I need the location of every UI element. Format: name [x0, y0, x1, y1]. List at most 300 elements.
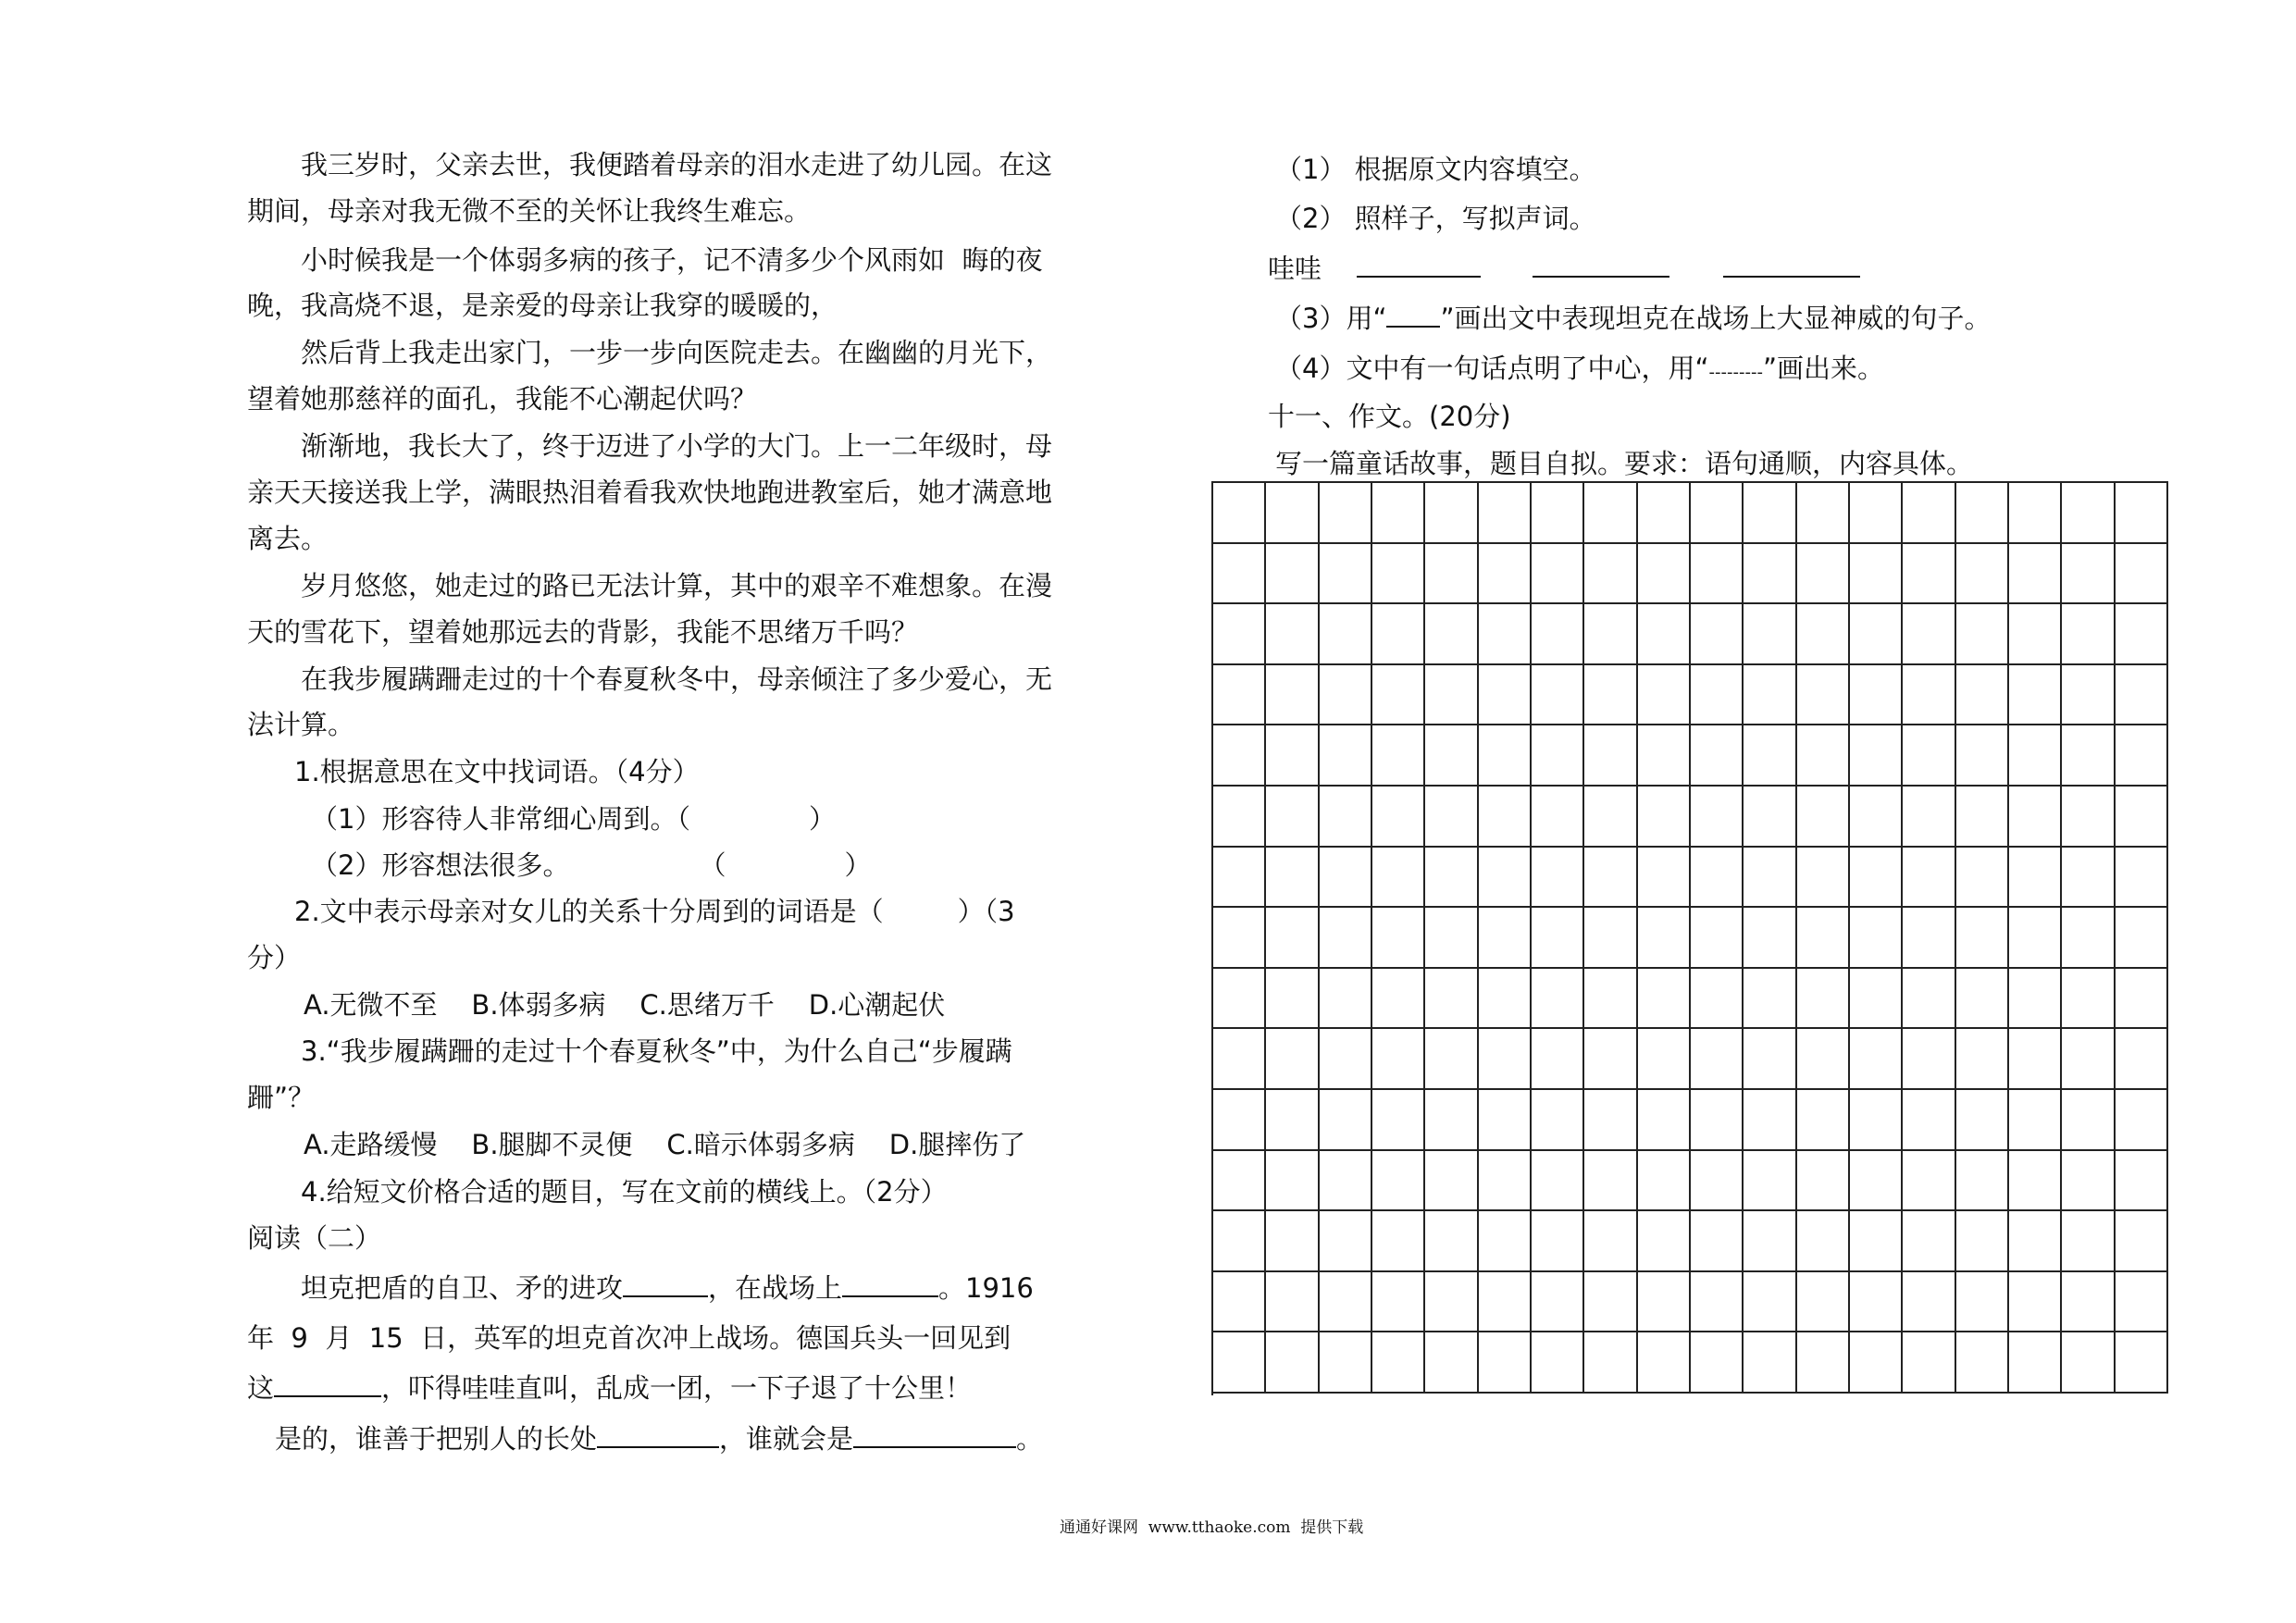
grid-cell[interactable] [1372, 1332, 1425, 1394]
grid-cell[interactable] [1797, 787, 1850, 848]
grid-cell[interactable] [1372, 1090, 1425, 1151]
grid-cell[interactable] [1691, 908, 1744, 969]
grid-cell[interactable] [1320, 1029, 1372, 1090]
grid-cell[interactable] [1638, 908, 1691, 969]
grid-cell[interactable] [1372, 1151, 1425, 1212]
grid-cell[interactable] [1744, 848, 1796, 909]
grid-cell[interactable] [1850, 604, 1903, 665]
passage-line: 小时候我是一个体弱多病的孩子，记不清多少个风雨如 晦的夜 [301, 244, 1043, 276]
grid-cell[interactable] [2062, 1332, 2115, 1394]
blank-line[interactable] [597, 1422, 719, 1448]
blank-line[interactable] [1357, 252, 1481, 278]
grid-cell[interactable] [2062, 1090, 2115, 1151]
reading-2-line [275, 1420, 1043, 1457]
grid-cell[interactable] [1266, 1029, 1319, 1090]
grid-cell[interactable] [1797, 604, 1850, 665]
grid-cell[interactable] [2116, 1090, 2168, 1151]
grid-cell[interactable] [1797, 1151, 1850, 1212]
grid-cell[interactable] [1691, 1332, 1744, 1394]
grid-cell[interactable] [2116, 908, 2168, 969]
grid-cell[interactable] [2116, 1029, 2168, 1090]
grid-cell[interactable] [1372, 725, 1425, 787]
grid-cell[interactable] [1691, 1211, 1744, 1272]
grid-cell[interactable] [1532, 1272, 1584, 1333]
grid-cell[interactable] [1903, 725, 1955, 787]
grid-cell[interactable] [1266, 725, 1319, 787]
grid-cell[interactable] [1372, 483, 1425, 544]
grid-cell[interactable] [1532, 1090, 1584, 1151]
grid-cell[interactable] [1903, 848, 1955, 909]
grid-cell[interactable] [1532, 1151, 1584, 1212]
grid-cell[interactable] [2009, 969, 2062, 1030]
grid-cell[interactable] [1320, 1151, 1372, 1212]
grid-cell[interactable] [1850, 1029, 1903, 1090]
grid-cell[interactable] [2009, 604, 2062, 665]
passage-line: 期间，母亲对我无微不至的关怀让我终生难忘。 [247, 195, 812, 227]
text: ，谁就会是 [719, 1423, 854, 1455]
grid-cell[interactable] [1850, 483, 1903, 544]
grid-cell[interactable] [2009, 483, 2062, 544]
grid-cell[interactable] [1532, 544, 1584, 605]
grid-cell[interactable] [2116, 1332, 2168, 1394]
grid-cell[interactable] [1213, 848, 1266, 909]
grid-cell[interactable] [1691, 1090, 1744, 1151]
grid-cell[interactable] [1691, 969, 1744, 1030]
grid-cell[interactable] [1372, 544, 1425, 605]
grid-cell[interactable] [1638, 1090, 1691, 1151]
grid-cell[interactable] [1691, 1029, 1744, 1090]
grid-cell[interactable] [2116, 1272, 2168, 1333]
grid-cell[interactable] [2116, 483, 2168, 544]
grid-cell[interactable] [1532, 848, 1584, 909]
grid-cell[interactable] [1956, 604, 2009, 665]
grid-cell[interactable] [1372, 969, 1425, 1030]
grid-cell[interactable] [1532, 604, 1584, 665]
grid-cell[interactable] [2062, 848, 2115, 909]
grid-cell[interactable] [1266, 1151, 1319, 1212]
grid-cell[interactable] [1903, 1151, 1955, 1212]
grid-cell[interactable] [1479, 604, 1532, 665]
grid-cell[interactable] [1532, 483, 1584, 544]
grid-cell[interactable] [2062, 665, 2115, 726]
grid-cell[interactable] [1479, 1332, 1532, 1394]
grid-cell[interactable] [1850, 665, 1903, 726]
grid-cell[interactable] [1584, 725, 1637, 787]
grid-cell[interactable] [1797, 665, 1850, 726]
grid-cell[interactable] [1584, 1151, 1637, 1212]
passage-line: 亲天天接送我上学，满眼热泪着看我欢快地跑进教室后，她才满意地 [247, 477, 1053, 508]
text: 坦克把盾的自卫、矛的进攻 [301, 1272, 624, 1304]
grid-cell[interactable] [1425, 725, 1478, 787]
grid-cell[interactable] [1425, 1332, 1478, 1394]
grid-cell[interactable] [1584, 969, 1637, 1030]
grid-cell[interactable] [1956, 1272, 2009, 1333]
grid-cell[interactable] [1584, 483, 1637, 544]
grid-cell[interactable] [1797, 1029, 1850, 1090]
grid-cell[interactable] [1903, 908, 1955, 969]
grid-cell[interactable] [1479, 665, 1532, 726]
grid-cell[interactable] [1213, 908, 1266, 969]
grid-cell[interactable] [2009, 1272, 2062, 1333]
grid-cell[interactable] [2009, 1029, 2062, 1090]
grid-cell[interactable] [1479, 1029, 1532, 1090]
grid-cell[interactable] [1320, 665, 1372, 726]
grid-cell[interactable] [1744, 969, 1796, 1030]
subquestion-2: （2） 照样子，写拟声词。 [1275, 203, 1596, 234]
grid-cell[interactable] [1797, 848, 1850, 909]
grid-cell[interactable] [1797, 1090, 1850, 1151]
grid-cell[interactable] [1532, 1029, 1584, 1090]
grid-cell[interactable] [1744, 1211, 1796, 1272]
grid-cell[interactable] [1956, 483, 2009, 544]
grid-cell[interactable] [1638, 1029, 1691, 1090]
grid-cell[interactable] [1266, 1211, 1319, 1272]
grid-cell[interactable] [1479, 969, 1532, 1030]
grid-cell[interactable] [1903, 665, 1955, 726]
grid-cell[interactable] [1691, 1272, 1744, 1333]
grid-cell[interactable] [1479, 483, 1532, 544]
grid-cell[interactable] [1532, 665, 1584, 726]
grid-cell[interactable] [1320, 1272, 1372, 1333]
grid-cell[interactable] [1479, 1272, 1532, 1333]
grid-cell[interactable] [1584, 787, 1637, 848]
grid-cell[interactable] [1320, 1211, 1372, 1272]
grid-cell[interactable] [1213, 1332, 1266, 1394]
grid-cell[interactable] [1320, 908, 1372, 969]
grid-cell[interactable] [1213, 1272, 1266, 1333]
grid-cell[interactable] [1744, 604, 1796, 665]
grid-cell[interactable] [1903, 1332, 1955, 1394]
grid-cell[interactable] [1266, 665, 1319, 726]
grid-cell[interactable] [1372, 1029, 1425, 1090]
grid-cell[interactable] [1903, 483, 1955, 544]
grid-cell[interactable] [1956, 1151, 2009, 1212]
blank-line[interactable] [842, 1271, 938, 1297]
grid-cell[interactable] [1850, 1272, 1903, 1333]
grid-cell[interactable] [1744, 725, 1796, 787]
blank-line[interactable] [1723, 252, 1860, 278]
grid-cell[interactable] [2009, 1090, 2062, 1151]
grid-cell[interactable] [1797, 725, 1850, 787]
blank-line[interactable] [1533, 252, 1669, 278]
grid-cell[interactable] [2009, 544, 2062, 605]
grid-cell[interactable] [2116, 604, 2168, 665]
grid-cell[interactable] [1584, 1272, 1637, 1333]
text: ，在战场上 [708, 1272, 843, 1304]
grid-cell[interactable] [2009, 1211, 2062, 1272]
grid-cell[interactable] [1584, 848, 1637, 909]
grid-cell[interactable] [1213, 1151, 1266, 1212]
grid-cell[interactable] [1266, 969, 1319, 1030]
grid-cell[interactable] [1479, 787, 1532, 848]
grid-cell[interactable] [1638, 1151, 1691, 1212]
grid-cell[interactable] [1584, 1029, 1637, 1090]
grid-cell[interactable] [1850, 787, 1903, 848]
grid-cell[interactable] [2116, 969, 2168, 1030]
grid-cell[interactable] [1956, 1090, 2009, 1151]
grid-cell[interactable] [2116, 544, 2168, 605]
grid-cell[interactable] [1266, 787, 1319, 848]
grid-cell[interactable] [1213, 1090, 1266, 1151]
grid-cell[interactable] [1903, 1211, 1955, 1272]
grid-cell[interactable] [1850, 544, 1903, 605]
question-3-cont: 跚”？ [247, 1082, 316, 1113]
grid-cell[interactable] [2009, 1151, 2062, 1212]
grid-cell[interactable] [2009, 787, 2062, 848]
grid-cell[interactable] [1372, 1211, 1425, 1272]
grid-cell[interactable] [2062, 908, 2115, 969]
grid-cell[interactable] [1372, 604, 1425, 665]
grid-cell[interactable] [1320, 604, 1372, 665]
grid-cell[interactable] [1584, 1090, 1637, 1151]
grid-cell[interactable] [1532, 1211, 1584, 1272]
grid-cell[interactable] [1479, 908, 1532, 969]
grid-cell[interactable] [1266, 1090, 1319, 1151]
grid-cell[interactable] [1797, 969, 1850, 1030]
grid-cell[interactable] [1213, 969, 1266, 1030]
grid-cell[interactable] [1638, 483, 1691, 544]
grid-cell[interactable] [2062, 969, 2115, 1030]
grid-cell[interactable] [1638, 1211, 1691, 1272]
grid-cell[interactable] [1744, 1272, 1796, 1333]
grid-cell[interactable] [1320, 848, 1372, 909]
grid-cell[interactable] [1638, 1272, 1691, 1333]
grid-cell[interactable] [1266, 544, 1319, 605]
grid-cell[interactable] [1320, 1332, 1372, 1394]
grid-cell[interactable] [1425, 544, 1478, 605]
grid-cell[interactable] [1425, 483, 1478, 544]
grid-cell[interactable] [1320, 787, 1372, 848]
grid-cell[interactable] [1372, 1272, 1425, 1333]
passage-line: 晚，我高烧不退，是亲爱的母亲让我穿的暖暖的， [247, 290, 838, 321]
grid-cell[interactable] [1797, 544, 1850, 605]
grid-cell[interactable] [1691, 725, 1744, 787]
grid-cell[interactable] [1425, 787, 1478, 848]
grid-cell[interactable] [1320, 1090, 1372, 1151]
grid-cell[interactable] [1903, 1090, 1955, 1151]
grid-cell[interactable] [1956, 848, 2009, 909]
grid-cell[interactable] [2062, 1029, 2115, 1090]
grid-cell[interactable] [2062, 787, 2115, 848]
grid-cell[interactable] [1956, 787, 2009, 848]
grid-cell[interactable] [1320, 969, 1372, 1030]
grid-cell[interactable] [1213, 787, 1266, 848]
grid-cell[interactable] [1691, 848, 1744, 909]
grid-cell[interactable] [1584, 604, 1637, 665]
grid-cell[interactable] [1584, 908, 1637, 969]
grid-cell[interactable] [1479, 1090, 1532, 1151]
grid-cell[interactable] [1425, 1272, 1478, 1333]
grid-cell[interactable] [1638, 1332, 1691, 1394]
grid-cell[interactable] [2009, 1332, 2062, 1394]
grid-cell[interactable] [1479, 1211, 1532, 1272]
grid-cell[interactable] [1479, 1151, 1532, 1212]
passage-line: 在我步履蹒跚走过的十个春夏秋冬中，母亲倾注了多少爱心，无 [301, 663, 1053, 695]
grid-cell[interactable] [1744, 483, 1796, 544]
grid-cell[interactable] [2009, 908, 2062, 969]
reading-2-line [247, 1369, 972, 1406]
grid-cell[interactable] [1532, 908, 1584, 969]
grid-cell[interactable] [1532, 969, 1584, 1030]
grid-cell[interactable] [1532, 787, 1584, 848]
grid-cell[interactable] [2062, 604, 2115, 665]
grid-cell[interactable] [1850, 1211, 1903, 1272]
grid-cell[interactable] [1903, 1029, 1955, 1090]
grid-cell[interactable] [1266, 848, 1319, 909]
grid-cell[interactable] [1479, 725, 1532, 787]
grid-cell[interactable] [1638, 787, 1691, 848]
grid-cell[interactable] [1797, 483, 1850, 544]
grid-cell[interactable] [1744, 544, 1796, 605]
grid-cell[interactable] [2116, 848, 2168, 909]
text: 。1916 [938, 1272, 1034, 1304]
text: （4）文中有一句话点明了中心，用“ [1275, 353, 1709, 384]
grid-cell[interactable] [1638, 604, 1691, 665]
grid-cell[interactable] [1744, 1090, 1796, 1151]
grid-cell[interactable] [1691, 544, 1744, 605]
grid-cell[interactable] [1372, 848, 1425, 909]
grid-cell[interactable] [1532, 1332, 1584, 1394]
grid-cell[interactable] [1584, 1332, 1637, 1394]
grid-cell[interactable] [1903, 969, 1955, 1030]
grid-cell[interactable] [2009, 665, 2062, 726]
grid-cell[interactable] [1744, 787, 1796, 848]
grid-cell[interactable] [1213, 1211, 1266, 1272]
grid-cell[interactable] [1691, 604, 1744, 665]
question-1: 1.根据意思在文中找词语。（4分） [294, 756, 700, 787]
grid-cell[interactable] [1744, 1151, 1796, 1212]
grid-cell[interactable] [2116, 1151, 2168, 1212]
grid-cell[interactable] [2062, 483, 2115, 544]
grid-cell[interactable] [1638, 848, 1691, 909]
grid-cell[interactable] [1584, 544, 1637, 605]
grid-cell[interactable] [1903, 544, 1955, 605]
question-4: 4.给短文价格合适的题目，写在文前的横线上。（2分） [301, 1176, 948, 1208]
grid-cell[interactable] [1425, 604, 1478, 665]
grid-cell[interactable] [1584, 665, 1637, 726]
grid-cell[interactable] [1850, 1151, 1903, 1212]
blank-line[interactable] [853, 1422, 1016, 1448]
grid-cell[interactable] [1213, 665, 1266, 726]
grid-cell[interactable] [1744, 908, 1796, 969]
grid-cell[interactable] [1584, 1211, 1637, 1272]
grid-cell[interactable] [1213, 725, 1266, 787]
grid-cell[interactable] [2009, 725, 2062, 787]
grid-cell[interactable] [1320, 483, 1372, 544]
grid-cell[interactable] [2062, 1151, 2115, 1212]
grid-cell[interactable] [2116, 787, 2168, 848]
grid-cell[interactable] [1797, 1272, 1850, 1333]
grid-cell[interactable] [1956, 1029, 2009, 1090]
grid-cell[interactable] [1532, 725, 1584, 787]
grid-cell[interactable] [2116, 1211, 2168, 1272]
grid-cell[interactable] [1956, 1211, 2009, 1272]
grid-cell[interactable] [1850, 848, 1903, 909]
grid-cell[interactable] [1320, 725, 1372, 787]
grid-cell[interactable] [2062, 1211, 2115, 1272]
grid-cell[interactable] [1744, 665, 1796, 726]
grid-cell[interactable] [1372, 908, 1425, 969]
grid-cell[interactable] [1266, 1272, 1319, 1333]
grid-cell[interactable] [1213, 483, 1266, 544]
grid-cell[interactable] [2062, 544, 2115, 605]
grid-cell[interactable] [1744, 1029, 1796, 1090]
grid-cell[interactable] [1425, 665, 1478, 726]
grid-cell[interactable] [1266, 604, 1319, 665]
composition-title: 十一、作文。(20分) [1268, 401, 1511, 432]
grid-cell[interactable] [1425, 908, 1478, 969]
grid-cell[interactable] [1425, 1211, 1478, 1272]
grid-cell[interactable] [1425, 1029, 1478, 1090]
grid-cell[interactable] [2116, 725, 2168, 787]
grid-cell[interactable] [1903, 1272, 1955, 1333]
text: ”画出文中表现坦克在战场上大显神威的句子。 [1440, 303, 1992, 334]
grid-cell[interactable] [1956, 969, 2009, 1030]
grid-cell[interactable] [1425, 848, 1478, 909]
grid-cell[interactable] [1691, 483, 1744, 544]
blank-line[interactable] [623, 1271, 708, 1297]
grid-cell[interactable] [1797, 1211, 1850, 1272]
grid-cell[interactable] [1479, 848, 1532, 909]
grid-cell[interactable] [1266, 483, 1319, 544]
composition-grid[interactable] [1213, 483, 2168, 1394]
grid-cell[interactable] [1797, 908, 1850, 969]
grid-cell[interactable] [1956, 1332, 2009, 1394]
example-word: 哇哇 [1268, 253, 1322, 284]
grid-cell[interactable] [1850, 969, 1903, 1030]
grid-cell[interactable] [1850, 1090, 1903, 1151]
grid-cell[interactable] [2009, 848, 2062, 909]
grid-cell[interactable] [1903, 604, 1955, 665]
grid-cell[interactable] [1425, 969, 1478, 1030]
grid-cell[interactable] [1956, 544, 2009, 605]
passage-line: 渐渐地，我长大了，终于迈进了小学的大门。上一二年级时，母 [301, 430, 1053, 462]
grid-cell[interactable] [1213, 604, 1266, 665]
grid-cell[interactable] [1850, 725, 1903, 787]
grid-cell[interactable] [1266, 1332, 1319, 1394]
text: 这 [247, 1372, 275, 1404]
grid-cell[interactable] [1213, 1029, 1266, 1090]
grid-cell[interactable] [1956, 725, 2009, 787]
grid-cell[interactable] [1638, 544, 1691, 605]
grid-cell[interactable] [1850, 908, 1903, 969]
grid-cell[interactable] [1744, 1332, 1796, 1394]
blank-line[interactable] [274, 1371, 381, 1397]
grid-cell[interactable] [1691, 1151, 1744, 1212]
grid-cell[interactable] [1850, 1332, 1903, 1394]
grid-cell[interactable] [2062, 1272, 2115, 1333]
grid-cell[interactable] [1425, 1151, 1478, 1212]
grid-cell[interactable] [1956, 665, 2009, 726]
grid-cell[interactable] [1638, 725, 1691, 787]
grid-cell[interactable] [1425, 1090, 1478, 1151]
grid-cell[interactable] [1213, 544, 1266, 605]
grid-cell[interactable] [1320, 544, 1372, 605]
grid-cell[interactable] [1372, 665, 1425, 726]
grid-cell[interactable] [2116, 665, 2168, 726]
grid-cell[interactable] [1372, 787, 1425, 848]
grid-cell[interactable] [2062, 725, 2115, 787]
grid-cell[interactable] [1797, 1332, 1850, 1394]
grid-cell[interactable] [1479, 544, 1532, 605]
grid-cell[interactable] [1956, 908, 2009, 969]
grid-cell[interactable] [1266, 908, 1319, 969]
grid-cell[interactable] [1691, 787, 1744, 848]
grid-cell[interactable] [1638, 665, 1691, 726]
grid-cell[interactable] [1638, 969, 1691, 1030]
grid-cell[interactable] [1691, 665, 1744, 726]
grid-cell[interactable] [1903, 787, 1955, 848]
